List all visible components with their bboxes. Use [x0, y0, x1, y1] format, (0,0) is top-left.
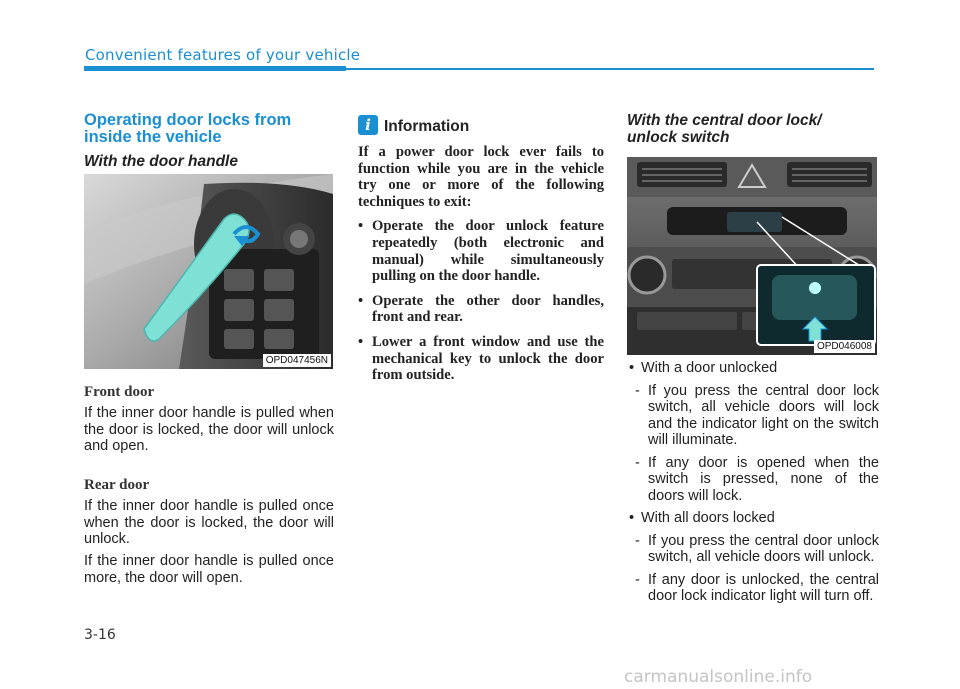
dash-item: - If you press the central door lock switch, all vehicle doors will lock and the indicator light on the switch will illuminate.	[635, 382, 879, 448]
dash-item: - If any door is unlocked, the central door lock indicator light will turn off.	[635, 571, 879, 604]
info-body	[358, 144, 604, 384]
figure-label: OPD047456N	[263, 354, 331, 367]
central-switch-title: With the central door lock/ unlock switch	[627, 112, 822, 146]
info-icon: i	[358, 115, 378, 135]
dash-item: - If any door is opened when the switch is pressed, none of the doors will lock.	[635, 454, 879, 504]
page-number: 3-16	[84, 627, 116, 643]
central-switch-instructions	[627, 360, 879, 605]
info-bullet: • Operate the door unlock feature repeatedly (both electronic and manual) while simultaneously pulling on the door handle.	[358, 218, 604, 284]
bullet-item: • With a door unlocked	[629, 360, 778, 376]
header-title: Convenient features of your vehicle	[85, 46, 361, 64]
info-bullet: • Lower a front window and use the mechanical key to unlock the door from outside.	[358, 334, 604, 384]
info-bullet-list	[358, 218, 604, 383]
info-title: Information	[384, 118, 470, 135]
info-intro: If a power door lock ever fails to function while you are in the vehicle try one or more of the following techniques to exit:	[358, 144, 604, 210]
watermark: carmanualsonline.info	[624, 667, 813, 687]
door-handle-photo	[84, 174, 333, 369]
front-door-text: If the inner door handle is pulled when the door is locked, the door will unlock and open.	[84, 405, 334, 454]
rear-door-text-2: If the inner door handle is pulled once more, the door will open.	[84, 553, 334, 586]
info-bullet: • Operate the other door handles, front and rear.	[358, 293, 604, 326]
central-switch-photo	[627, 157, 877, 355]
front-door-heading: Front door	[84, 384, 155, 400]
header-rule	[346, 68, 874, 70]
section-title: Operating door locks from inside the vehicle	[84, 111, 292, 146]
bullet-item: • With all doors locked	[629, 510, 775, 526]
section-subtitle: With the door handle	[84, 153, 238, 170]
header-bar	[84, 66, 346, 71]
rear-door-heading: Rear door	[84, 477, 150, 493]
figure-label: OPD046008	[814, 340, 875, 353]
dash-item: - If you press the central door unlock switch, all vehicle doors will unlock.	[635, 532, 879, 565]
center-console-illustration	[627, 157, 877, 355]
door-handle-illustration	[84, 174, 333, 369]
rear-door-text-1: If the inner door handle is pulled once when the door is locked, the door will unlock.	[84, 498, 334, 547]
